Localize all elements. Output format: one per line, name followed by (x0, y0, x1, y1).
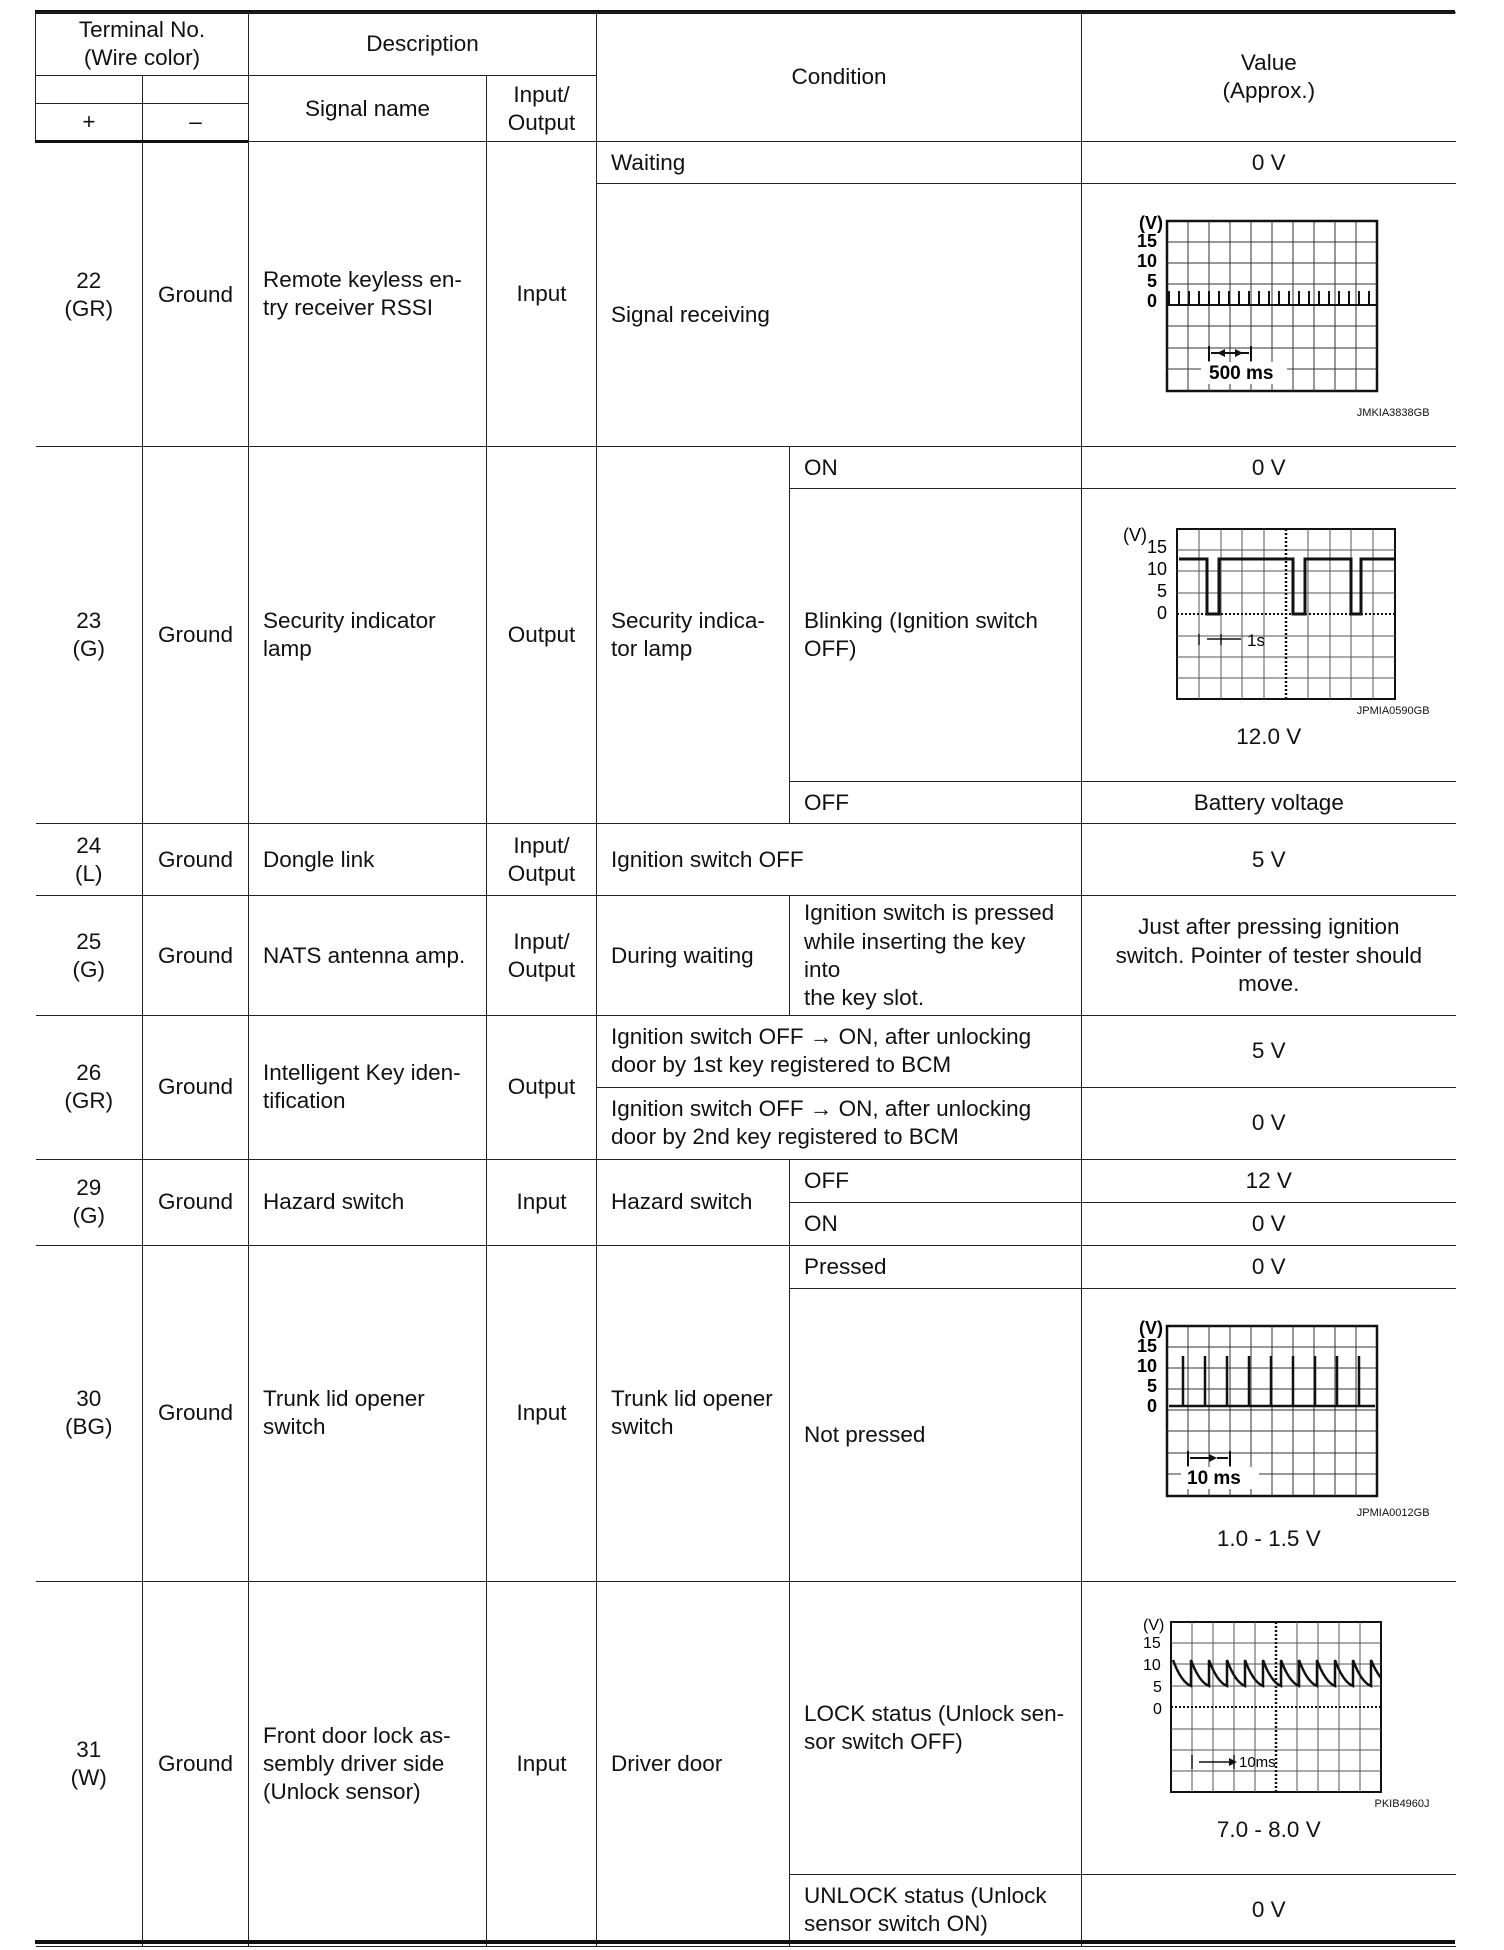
condition-25-main: During waiting (597, 896, 790, 1016)
io-26: Output (487, 1015, 597, 1159)
wave-value-30: 1.0 - 1.5 V (1216, 1526, 1321, 1552)
value-26-1st-key: 5 V (1082, 1015, 1456, 1087)
wave-period-label: 500 ms (1208, 362, 1274, 384)
signal-22: Remote keyless en- try receiver RSSI (249, 142, 487, 447)
wave-code-31: PKIB4960J (1374, 1797, 1430, 1810)
value-31-waveform (1082, 1581, 1456, 1874)
wave-period-label: 10ms (1238, 1753, 1276, 1771)
condition-25-sub: Ignition switch is pressed while inserting the key into the key slot. (790, 896, 1082, 1016)
signal-29: Hazard switch (249, 1159, 487, 1245)
condition-23-blinking: Blinking (Ignition switch OFF) (790, 489, 1082, 782)
io-29: Input (487, 1159, 597, 1245)
table-row (36, 824, 1456, 896)
wave-tick-0: 0 (1146, 1396, 1157, 1417)
bottom-rule (35, 1940, 1455, 1944)
condition-23-off: OFF (790, 782, 1082, 824)
value-26-2nd-key: 0 V (1082, 1087, 1456, 1159)
ground-30: Ground (143, 1245, 249, 1581)
waveform-31-chart (1099, 1612, 1439, 1802)
signal-25: NATS antenna amp. (249, 896, 487, 1016)
wave-value-23: 12.0 V (1236, 724, 1302, 750)
wave-tick-5: 5 (1156, 581, 1167, 602)
io-22: Input (487, 142, 597, 447)
terminal-26: 26 (GR) (36, 1015, 143, 1159)
table-row (36, 1245, 1456, 1288)
header-minus-spacer (143, 76, 249, 104)
ground-31: Ground (143, 1581, 249, 1946)
ground-24: Ground (143, 824, 249, 896)
condition-23-main: Security indica- tor lamp (597, 447, 790, 824)
wave-tick-0: 0 (1156, 603, 1167, 624)
wave-tick-10: 10 (1142, 1656, 1161, 1674)
terminal-22: 22 (GR) (36, 142, 143, 447)
terminal-29: 29 (G) (36, 1159, 143, 1245)
wave-tick-15: 15 (1146, 537, 1167, 558)
condition-31-lock: LOCK status (Unlock sen- sor switch OFF) (790, 1581, 1082, 1874)
table-row (36, 1159, 1456, 1202)
terminal-24: 24 (L) (36, 824, 143, 896)
wave-axis-unit: (V) (1138, 1318, 1163, 1339)
table-row (36, 1581, 1456, 1874)
condition-30-not-pressed: Not pressed (790, 1288, 1082, 1581)
condition-22-signal: Signal receiving (597, 184, 1082, 447)
ground-29: Ground (143, 1159, 249, 1245)
table-row (36, 1015, 1456, 1087)
signal-31: Front door lock as- sembly driver side (Unlock sensor) (249, 1581, 487, 1946)
header-condition: Condition (597, 13, 1082, 142)
waveform-23-chart (1099, 519, 1439, 709)
condition-29-on: ON (790, 1202, 1082, 1245)
wave-tick-10: 10 (1136, 250, 1157, 271)
header-signal-name: Signal name (249, 76, 487, 142)
ground-23: Ground (143, 447, 249, 824)
table-row (36, 447, 1456, 489)
terminal-table (35, 12, 1456, 1947)
header-minus-label: – (143, 104, 249, 142)
wave-tick-5: 5 (1152, 1678, 1162, 1696)
wave-tick-0: 0 (1152, 1700, 1162, 1718)
io-31: Input (487, 1581, 597, 1946)
value-22-waveform (1082, 184, 1456, 447)
header-plus (36, 76, 143, 104)
value-29-on: 0 V (1082, 1202, 1456, 1245)
value-30-waveform (1082, 1288, 1456, 1581)
wave-tick-15: 15 (1142, 1634, 1161, 1652)
ground-22: Ground (143, 142, 249, 447)
wave-tick-15: 15 (1136, 230, 1157, 251)
wave-axis-unit: (V) (1142, 1616, 1165, 1634)
terminal-25: 25 (G) (36, 896, 143, 1016)
value-23-waveform (1082, 489, 1456, 782)
wave-tick-0: 0 (1146, 290, 1157, 311)
io-30: Input (487, 1245, 597, 1581)
ground-25: Ground (143, 896, 249, 1016)
header-io: Input/ Output (487, 76, 597, 142)
header-value: Value (Approx.) (1082, 13, 1456, 142)
terminal-31: 31 (W) (36, 1581, 143, 1946)
wave-period-label: 10 ms (1186, 1468, 1241, 1490)
value-24: 5 V (1082, 824, 1456, 896)
value-30-pressed: 0 V (1082, 1245, 1456, 1288)
signal-24: Dongle link (249, 824, 487, 896)
waveform-22-chart (1099, 211, 1439, 411)
io-24: Input/ Output (487, 824, 597, 896)
wave-tick-10: 10 (1136, 1356, 1157, 1377)
condition-31-unlock: UNLOCK status (Unlock sensor switch ON) (790, 1874, 1082, 1946)
condition-22-waiting: Waiting (597, 142, 1082, 184)
header-terminal: Terminal No. (Wire color) (36, 13, 249, 76)
table-row (36, 896, 1456, 1016)
terminal-30: 30 (BG) (36, 1245, 143, 1581)
signal-26: Intelligent Key iden- tification (249, 1015, 487, 1159)
wave-code-30: JPMIA0012GB (1356, 1507, 1430, 1520)
wave-axis-unit: (V) (1122, 525, 1147, 546)
condition-24: Ignition switch OFF (597, 824, 1082, 896)
condition-30-pressed: Pressed (790, 1245, 1082, 1288)
waveform-30-chart (1099, 1316, 1439, 1511)
value-25: Just after pressing ignition switch. Pointer of tester should move. (1082, 896, 1456, 1016)
wave-tick-5: 5 (1146, 1376, 1157, 1397)
wave-tick-5: 5 (1146, 270, 1157, 291)
condition-26-2nd-key: Ignition switch OFF → ON, after unlocking door by 2nd key registered to BCM (597, 1087, 1082, 1159)
signal-30: Trunk lid opener switch (249, 1245, 487, 1581)
wave-axis-unit: (V) (1138, 212, 1163, 233)
value-29-off: 12 V (1082, 1159, 1456, 1202)
table-row (36, 142, 1456, 184)
value-23-on: 0 V (1082, 447, 1456, 489)
header-description: Description (249, 13, 597, 76)
io-25: Input/ Output (487, 896, 597, 1016)
condition-29-main: Hazard switch (597, 1159, 790, 1245)
condition-30-main: Trunk lid opener switch (597, 1245, 790, 1581)
wave-tick-10: 10 (1146, 559, 1167, 580)
wave-value-31: 7.0 - 8.0 V (1216, 1816, 1321, 1842)
condition-31-main: Driver door (597, 1581, 790, 1946)
condition-29-off: OFF (790, 1159, 1082, 1202)
value-31-unlock: 0 V (1082, 1874, 1456, 1946)
value-22-waiting: 0 V (1082, 142, 1456, 184)
signal-23: Security indicator lamp (249, 447, 487, 824)
value-23-off: Battery voltage (1082, 782, 1456, 824)
condition-26-1st-key: Ignition switch OFF → ON, after unlocking door by 1st key registered to BCM (597, 1015, 1082, 1087)
terminal-23: 23 (G) (36, 447, 143, 824)
condition-23-on: ON (790, 447, 1082, 489)
ground-26: Ground (143, 1015, 249, 1159)
wave-tick-15: 15 (1136, 1336, 1157, 1357)
header-plus-label: + (36, 104, 143, 142)
wave-period-label: 1s (1246, 631, 1265, 651)
wave-code-22: JMKIA3838GB (1356, 406, 1430, 419)
io-23: Output (487, 447, 597, 824)
wave-code-23: JPMIA0590GB (1356, 705, 1430, 718)
